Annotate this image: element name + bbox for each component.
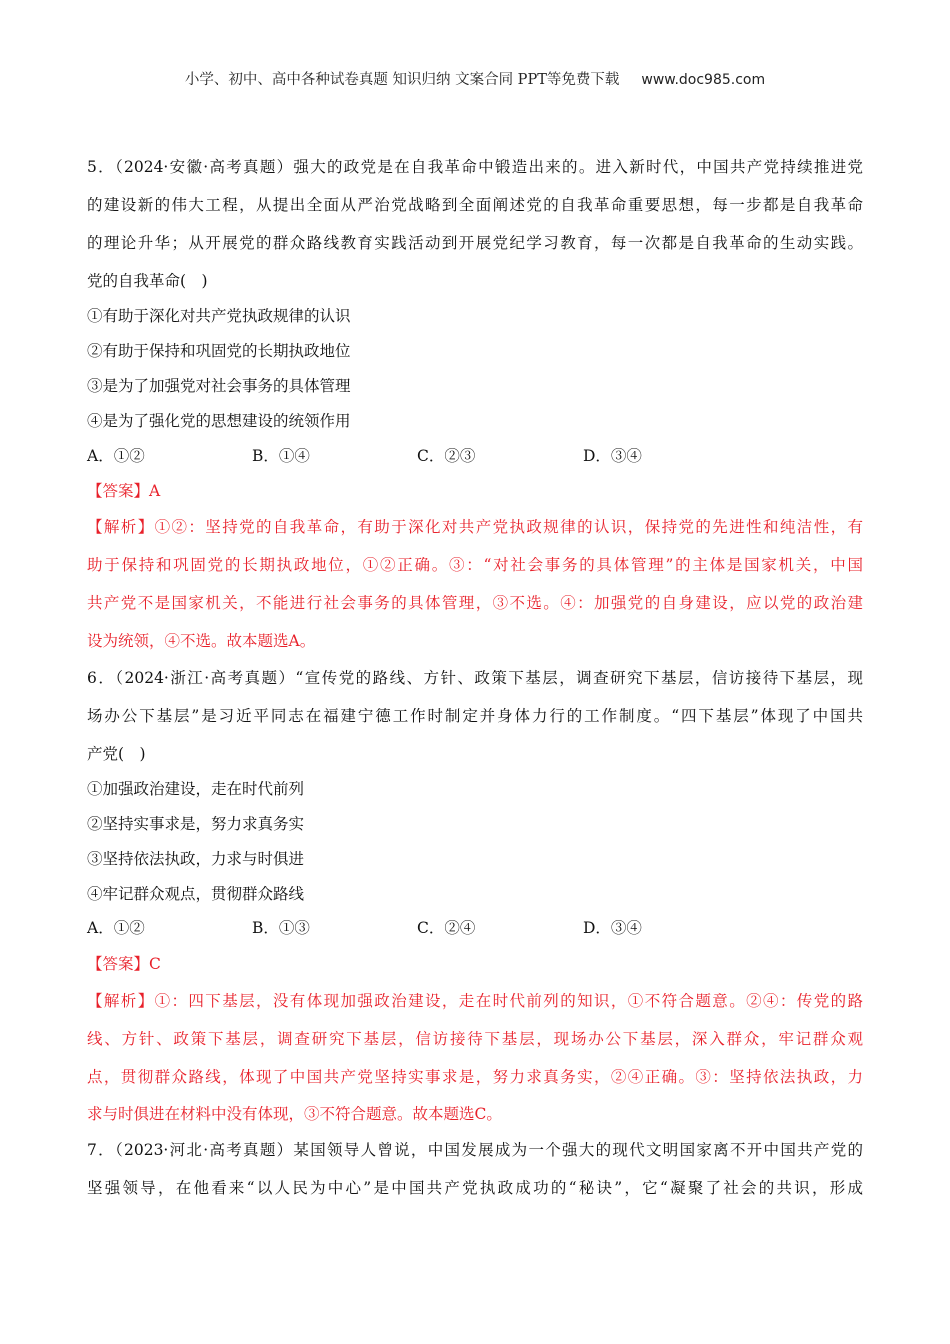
q5-choice-d: D．③④ xyxy=(583,447,642,465)
q6-stem-line: 场办公下基层”是习近平同志在福建宁德工作时制定并身体力行的工作制度。“四下基层”体现了中国共 xyxy=(87,707,863,725)
q6-statement: ②坚持实事求是，努力求真务实 xyxy=(87,815,305,833)
q5-answer: 【答案】A xyxy=(87,482,161,500)
q6-statement: ①加强政治建设，走在时代前列 xyxy=(87,780,305,798)
q6-choice-d: D．③④ xyxy=(583,919,642,937)
q5-analysis-line: 共产党不是国家机关，不能进行社会事务的具体管理，③不选。④：加强党的自身建设，应以党的政治建 xyxy=(87,594,863,612)
page-header xyxy=(0,68,950,89)
q5-analysis-line: 【解析】①②：坚持党的自我革命，有助于深化对共产党执政规律的认识，保持党的先进性和纯洁性，有 xyxy=(87,518,863,536)
q6-analysis-line: 点，贯彻群众路线，体现了中国共产党坚持实事求是，努力求真务实，②④正确。③：坚持依法执政，力 xyxy=(87,1068,863,1086)
q5-statement: ④是为了强化党的思想建设的统领作用 xyxy=(87,412,351,430)
q5-analysis-line: 助于保持和巩固党的长期执政地位，①②正确。③：“对社会事务的具体管理”的主体是国家机关，中国 xyxy=(87,556,863,574)
q6-analysis-line: 求与时俱进在材料中没有体现，③不符合题意。故本题选C。 xyxy=(87,1105,502,1123)
q6-choice-c: C．②④ xyxy=(417,919,476,937)
q5-stem-line: 的建设新的伟大工程，从提出全面从严治党战略到全面阐述党的自我革命重要思想，每一步都是自我革命 xyxy=(87,196,863,214)
q6-choice-b: B．①③ xyxy=(252,919,310,937)
q6-stem-line: 6．（2024·浙江·高考真题）“宣传党的路线、方针、政策下基层，调查研究下基层，信访接待下基层，现 xyxy=(87,669,863,687)
q7-stem-line: 7．（2023·河北·高考真题）某国领导人曾说，中国发展成为一个强大的现代文明国家离不开中国共产党的 xyxy=(87,1141,863,1159)
q5-choice-b: B．①④ xyxy=(252,447,310,465)
q6-stem-line: 产党( ) xyxy=(87,745,146,763)
q5-statement: ②有助于保持和巩固党的长期执政地位 xyxy=(87,342,351,360)
header-text: 小学、初中、高中各种试卷真题 知识归纳 文案合同 PPT等免费下载 xyxy=(184,72,620,88)
q5-stem-line: 党的自我革命( ) xyxy=(87,272,208,290)
q7-stem-line: 坚强领导，在他看来“以人民为中心”是中国共产党执政成功的“秘诀”，它“凝聚了社会的共识，形成 xyxy=(87,1179,863,1197)
q6-answer: 【答案】C xyxy=(87,955,161,973)
q5-statement: ①有助于深化对共产党执政规律的认识 xyxy=(87,307,351,325)
q5-choice-a: A．①② xyxy=(87,447,145,465)
q6-choice-a: A．①② xyxy=(87,919,145,937)
q6-statement: ④牢记群众观点，贯彻群众路线 xyxy=(87,885,305,903)
q5-stem-line: 5．（2024·安徽·高考真题）强大的政党是在自我革命中锻造出来的。进入新时代，中国共产党持续推进党 xyxy=(87,158,863,176)
q6-analysis-line: 线、方针、政策下基层，调查研究下基层，信访接待下基层，现场办公下基层，深入群众，牢记群众观 xyxy=(87,1030,863,1048)
header-url[interactable]: www.doc985.com xyxy=(641,72,766,88)
q5-choice-c: C．②③ xyxy=(417,447,476,465)
q5-analysis-line: 设为统领，④不选。故本题选A。 xyxy=(87,632,316,650)
q6-analysis-line: 【解析】①：四下基层，没有体现加强政治建设，走在时代前列的知识，①不符合题意。②④：传党的路 xyxy=(87,992,863,1010)
q5-stem-line: 的理论升华；从开展党的群众路线教育实践活动到开展党纪学习教育，每一次都是自我革命的生动实践。 xyxy=(87,234,863,252)
q5-statement: ③是为了加强党对社会事务的具体管理 xyxy=(87,377,351,395)
q6-statement: ③坚持依法执政，力求与时俱进 xyxy=(87,850,305,868)
